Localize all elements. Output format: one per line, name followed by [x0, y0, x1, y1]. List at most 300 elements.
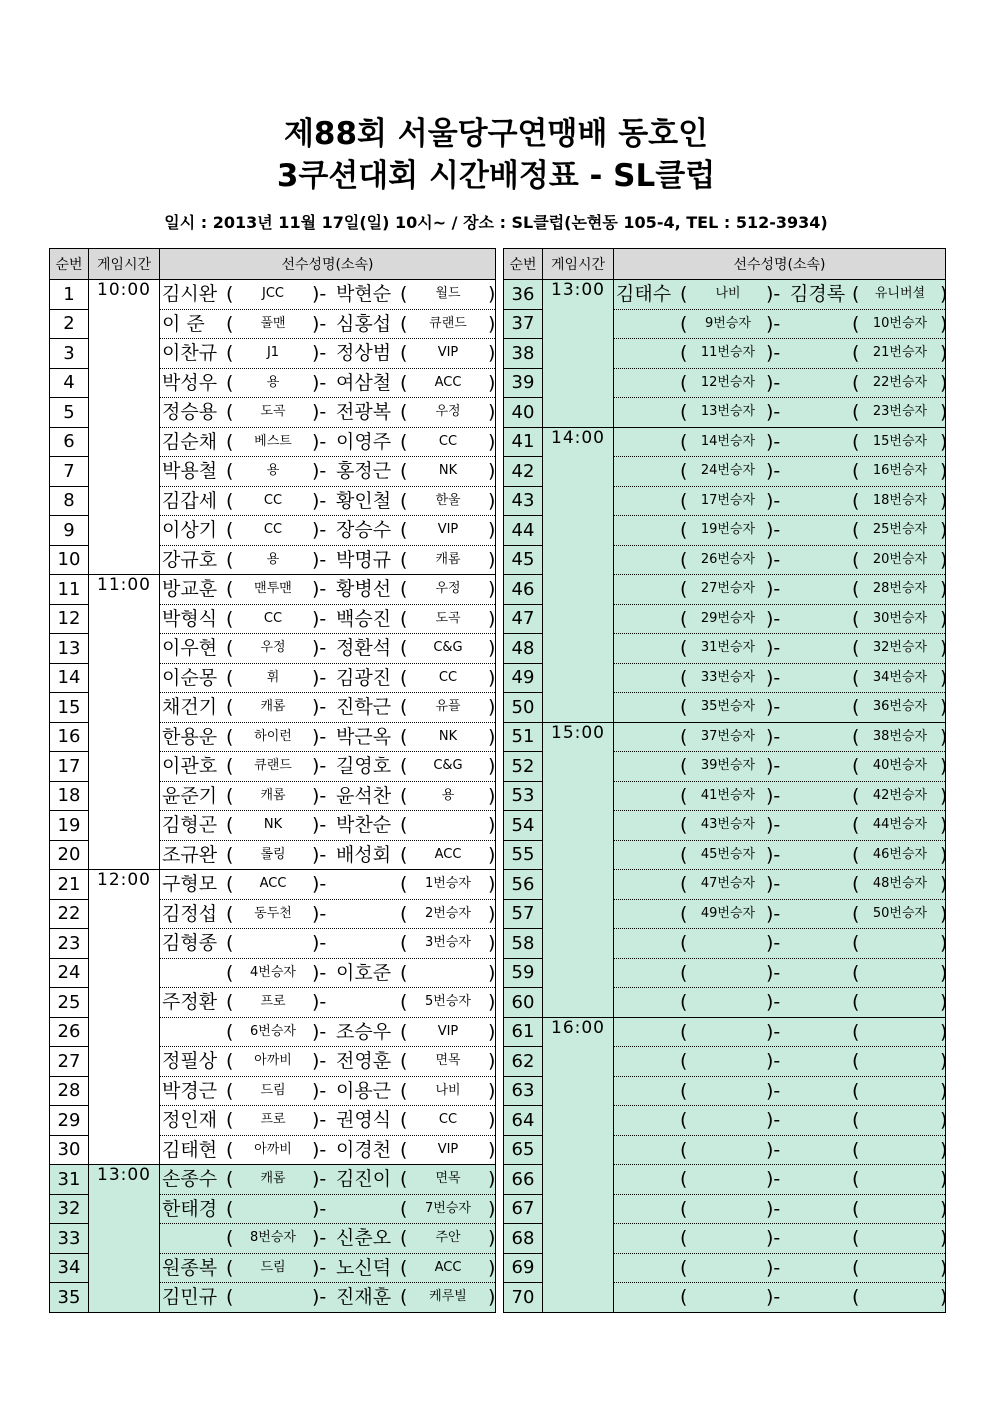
game-number: 12: [50, 604, 89, 634]
matchup: [614, 1194, 946, 1224]
game-number: 23: [50, 929, 89, 959]
schedule-row: [50, 280, 496, 310]
matchup: [160, 427, 496, 457]
matchup: [614, 604, 946, 634]
paren-close-2: ): [940, 1020, 948, 1043]
paren-open-2: (: [852, 1286, 860, 1309]
matchup: [614, 457, 946, 487]
paren-close-dash: )-: [312, 312, 327, 335]
game-time: [89, 958, 160, 988]
player2-club: CC: [438, 669, 458, 685]
paren-open-1: (: [226, 1079, 234, 1102]
game-number: 30: [50, 1135, 89, 1165]
player1-club: 베스트: [254, 433, 292, 449]
player2-club: 10번승자: [872, 315, 928, 331]
game-time: [543, 545, 614, 575]
schedule-row: [50, 1135, 496, 1165]
paren-close-dash: )-: [312, 784, 327, 807]
paren-close-dash: )-: [766, 784, 781, 807]
matchup: [614, 722, 946, 752]
schedule-row: [50, 722, 496, 752]
paren-close-2: ): [940, 548, 948, 571]
player2-club: 42번승자: [872, 787, 928, 803]
player1-club: 나비: [715, 286, 741, 302]
schedule-row: [504, 840, 946, 870]
player1-name: 주정환: [162, 991, 218, 1014]
game-time: [89, 1047, 160, 1077]
paren-close-dash: )-: [766, 755, 781, 778]
schedule-row: [504, 781, 946, 811]
paren-open-1: (: [226, 873, 234, 896]
game-time: [543, 693, 614, 723]
game-number: 33: [50, 1224, 89, 1254]
game-time: [89, 752, 160, 782]
player2-club: 5번승자: [425, 994, 471, 1010]
matchup: [614, 840, 946, 870]
paren-open-1: (: [680, 342, 688, 365]
game-number: 21: [50, 870, 89, 900]
paren-close-2: ): [488, 902, 496, 925]
paren-open-2: (: [852, 637, 860, 660]
player1-club: 13번승자: [700, 404, 756, 420]
header-no: 순번: [504, 249, 543, 280]
game-number: 54: [504, 811, 543, 841]
paren-close-2: ): [488, 932, 496, 955]
player2-name: 박근옥: [336, 725, 392, 748]
matchup: [160, 870, 496, 900]
paren-close-2: ): [488, 873, 496, 896]
paren-close-2: ): [488, 1227, 496, 1250]
player2-club: CC: [438, 433, 458, 449]
matchup: [160, 1135, 496, 1165]
paren-open-1: (: [680, 991, 688, 1014]
player2-name: 김경록: [790, 283, 846, 306]
player1-name: 손종수: [162, 1168, 218, 1191]
paren-close-dash: )-: [766, 932, 781, 955]
paren-open-2: (: [400, 1227, 408, 1250]
game-time: [543, 929, 614, 959]
game-time: [543, 663, 614, 693]
player1-club: 하이런: [254, 728, 292, 744]
player1-club: CC: [263, 522, 283, 538]
game-number: 63: [504, 1076, 543, 1106]
player1-name: 김형곤: [162, 814, 218, 837]
paren-close-2: ): [940, 1138, 948, 1161]
player2-name: 백승진: [336, 607, 392, 630]
player2-club: CC: [438, 1112, 458, 1128]
game-time: [89, 1253, 160, 1283]
game-number: 38: [504, 339, 543, 369]
paren-open-1: (: [226, 1050, 234, 1073]
paren-close-2: ): [940, 755, 948, 778]
game-time: [543, 575, 614, 605]
paren-close-dash: )-: [312, 1020, 327, 1043]
paren-open-2: (: [852, 342, 860, 365]
player2-club: VIP: [437, 1141, 459, 1157]
player2-club: 월드: [435, 286, 461, 302]
schedule-row: [504, 427, 946, 457]
paren-close-2: ): [940, 696, 948, 719]
schedule-row: [50, 368, 496, 398]
player2-club: 50번승자: [872, 905, 928, 921]
player2-club: 큐랜드: [429, 315, 467, 331]
player2-club: 도곡: [435, 610, 461, 626]
paren-open-1: (: [680, 755, 688, 778]
player1-name: 정필상: [162, 1050, 218, 1073]
player2-club: 한울: [435, 492, 461, 508]
paren-close-2: ): [488, 548, 496, 571]
schedule-row: [50, 663, 496, 693]
paren-close-2: ): [940, 932, 948, 955]
game-number: 19: [50, 811, 89, 841]
paren-open-2: (: [400, 578, 408, 601]
player1-club: 39번승자: [700, 758, 756, 774]
player1-club: 우정: [260, 640, 286, 656]
paren-close-dash: )-: [312, 1286, 327, 1309]
paren-open-1: (: [226, 1197, 234, 1220]
paren-close-dash: )-: [766, 401, 781, 424]
paren-open-1: (: [226, 1286, 234, 1309]
paren-close-2: ): [940, 1168, 948, 1191]
paren-close-2: ): [940, 1109, 948, 1132]
game-time: [89, 339, 160, 369]
paren-close-2: ): [488, 814, 496, 837]
player1-club: 31번승자: [700, 640, 756, 656]
paren-open-2: (: [852, 430, 860, 453]
player2-name: 길영호: [336, 755, 392, 778]
player2-club: NK: [438, 728, 458, 744]
schedule-row: [504, 1283, 946, 1313]
game-number: 3: [50, 339, 89, 369]
paren-open-2: (: [852, 371, 860, 394]
player1-club: 27번승자: [700, 581, 756, 597]
game-time: [543, 1076, 614, 1106]
player2-club: 용: [441, 787, 455, 803]
schedule-row: [50, 1017, 496, 1047]
paren-open-1: (: [680, 1079, 688, 1102]
paren-open-1: (: [680, 401, 688, 424]
player1-name: 이관호: [162, 755, 218, 778]
matchup: [614, 958, 946, 988]
player1-name: 이우현: [162, 637, 218, 660]
paren-close-dash: )-: [312, 637, 327, 660]
paren-close-2: ): [488, 371, 496, 394]
matchup: [614, 575, 946, 605]
paren-open-1: (: [226, 548, 234, 571]
paren-close-dash: )-: [766, 1168, 781, 1191]
paren-close-dash: )-: [766, 1079, 781, 1102]
paren-open-1: (: [226, 430, 234, 453]
player1-name: 조규완: [162, 843, 218, 866]
paren-open-1: (: [680, 1050, 688, 1073]
game-time: [89, 457, 160, 487]
paren-open-2: (: [400, 401, 408, 424]
game-time: [543, 486, 614, 516]
paren-close-dash: )-: [312, 991, 327, 1014]
game-time: [543, 1106, 614, 1136]
paren-open-2: (: [400, 1256, 408, 1279]
paren-close-2: ): [488, 696, 496, 719]
paren-open-2: (: [852, 519, 860, 542]
game-time: [89, 427, 160, 457]
player2-name: 전영훈: [336, 1050, 392, 1073]
schedule-row: [504, 339, 946, 369]
player2-club: 18번승자: [872, 492, 928, 508]
game-number: 51: [504, 722, 543, 752]
paren-open-1: (: [226, 755, 234, 778]
player2-name: 박찬순: [336, 814, 392, 837]
paren-close-2: ): [488, 1138, 496, 1161]
player1-name: 박형식: [162, 607, 218, 630]
game-number: 15: [50, 693, 89, 723]
paren-open-2: (: [400, 607, 408, 630]
player1-club: 14번승자: [700, 433, 756, 449]
paren-open-1: (: [680, 1256, 688, 1279]
player1-name: 윤준기: [162, 784, 218, 807]
player2-club: 유니버셜: [874, 286, 926, 302]
schedule-row: [504, 958, 946, 988]
matchup: [614, 1076, 946, 1106]
paren-open-2: (: [400, 696, 408, 719]
schedule-row: [504, 516, 946, 546]
game-number: 18: [50, 781, 89, 811]
paren-open-1: (: [226, 843, 234, 866]
paren-close-dash: )-: [766, 519, 781, 542]
game-number: 61: [504, 1017, 543, 1047]
page-title-line1: 제88회 서울당구연맹배 동호인: [283, 116, 709, 152]
game-number: 27: [50, 1047, 89, 1077]
player2-club: NK: [438, 463, 458, 479]
paren-open-1: (: [226, 578, 234, 601]
paren-open-2: (: [852, 666, 860, 689]
paren-close-2: ): [488, 460, 496, 483]
paren-close-2: ): [940, 961, 948, 984]
paren-close-dash: )-: [766, 1020, 781, 1043]
paren-open-2: (: [400, 902, 408, 925]
header-players: 선수성명(소속): [160, 249, 496, 280]
paren-close-dash: )-: [312, 430, 327, 453]
paren-open-1: (: [226, 696, 234, 719]
schedule-row: [504, 899, 946, 929]
game-number: 31: [50, 1165, 89, 1195]
game-time: 11:00: [89, 575, 160, 605]
paren-close-2: ): [940, 460, 948, 483]
paren-open-2: (: [400, 1079, 408, 1102]
player1-name: 김정섭: [162, 902, 218, 925]
matchup: [160, 368, 496, 398]
player1-club: 24번승자: [700, 463, 756, 479]
player1-club: 35번승자: [700, 699, 756, 715]
game-number: 70: [504, 1283, 543, 1313]
matchup: [160, 693, 496, 723]
player2-club: ACC: [434, 846, 462, 862]
game-time: [543, 634, 614, 664]
game-time: [543, 752, 614, 782]
event-info: 일시 : 2013년 11월 17일(일) 10시~ / 장소 : SL클럽(논현동 105-4, TEL : 512-3934): [164, 213, 828, 232]
matchup: [614, 693, 946, 723]
paren-close-2: ): [940, 371, 948, 394]
paren-close-dash: )-: [312, 932, 327, 955]
paren-open-2: (: [400, 991, 408, 1014]
game-time: [89, 1194, 160, 1224]
game-number: 52: [504, 752, 543, 782]
paren-close-dash: )-: [312, 578, 327, 601]
player2-club: 2번승자: [425, 905, 471, 921]
paren-close-dash: )-: [312, 843, 327, 866]
player1-club: 8번승자: [250, 1230, 296, 1246]
paren-open-2: (: [400, 932, 408, 955]
paren-close-2: ): [488, 1050, 496, 1073]
player1-club: 용: [266, 374, 280, 390]
schedule-row: [504, 1224, 946, 1254]
player1-name: 이상기: [162, 519, 218, 542]
paren-close-2: ): [940, 607, 948, 630]
game-number: 17: [50, 752, 89, 782]
matchup: [160, 1194, 496, 1224]
matchup: [160, 929, 496, 959]
paren-open-2: (: [852, 696, 860, 719]
paren-open-2: (: [400, 1138, 408, 1161]
matchup: [160, 486, 496, 516]
paren-open-1: (: [680, 902, 688, 925]
paren-close-dash: )-: [312, 1079, 327, 1102]
matchup: [614, 663, 946, 693]
game-number: 39: [504, 368, 543, 398]
player2-name: 이경천: [336, 1138, 392, 1161]
matchup: [614, 1135, 946, 1165]
paren-open-1: (: [680, 519, 688, 542]
paren-open-2: (: [400, 548, 408, 571]
player1-club: 26번승자: [700, 551, 756, 567]
player2-club: 우정: [435, 404, 461, 420]
paren-open-2: (: [852, 460, 860, 483]
header-time: 게임시간: [543, 249, 614, 280]
paren-close-2: ): [488, 283, 496, 306]
player2-name: 여삼철: [336, 371, 392, 394]
paren-open-2: (: [852, 961, 860, 984]
player1-club: 43번승자: [700, 817, 756, 833]
player2-club: 캐롬: [435, 551, 461, 567]
matchup: [614, 899, 946, 929]
game-time: [89, 1106, 160, 1136]
player1-club: 프로: [260, 1112, 286, 1128]
paren-close-2: ): [488, 637, 496, 660]
paren-close-2: ): [488, 1197, 496, 1220]
matchup: [614, 280, 946, 310]
matchup: [160, 722, 496, 752]
game-time: [543, 604, 614, 634]
schedule-row: [504, 1165, 946, 1195]
player1-club: 용: [266, 551, 280, 567]
player2-club: 34번승자: [872, 669, 928, 685]
game-time: 15:00: [543, 722, 614, 752]
paren-close-2: ): [940, 342, 948, 365]
paren-close-2: ): [488, 519, 496, 542]
player1-club: 12번승자: [700, 374, 756, 390]
matchup: [160, 634, 496, 664]
game-number: 47: [504, 604, 543, 634]
paren-close-dash: )-: [312, 1197, 327, 1220]
paren-open-1: (: [680, 578, 688, 601]
paren-open-2: (: [852, 1138, 860, 1161]
player1-club: 드림: [260, 1259, 286, 1275]
paren-open-2: (: [852, 401, 860, 424]
paren-close-2: ): [488, 784, 496, 807]
paren-open-2: (: [400, 666, 408, 689]
player2-name: 권영식: [336, 1109, 392, 1132]
matchup: [160, 840, 496, 870]
game-number: 53: [504, 781, 543, 811]
paren-open-1: (: [680, 489, 688, 512]
game-time: [89, 309, 160, 339]
paren-open-2: (: [852, 548, 860, 571]
game-number: 57: [504, 899, 543, 929]
header-time: 게임시간: [89, 249, 160, 280]
game-number: 55: [504, 840, 543, 870]
paren-open-2: (: [852, 1197, 860, 1220]
paren-close-dash: )-: [766, 696, 781, 719]
matchup: [160, 280, 496, 310]
paren-close-dash: )-: [766, 283, 781, 306]
paren-close-2: ): [940, 991, 948, 1014]
player2-club: 23번승자: [872, 404, 928, 420]
schedule-row: [50, 309, 496, 339]
game-number: 62: [504, 1047, 543, 1077]
schedule-row: [504, 575, 946, 605]
game-time: [89, 899, 160, 929]
game-number: 46: [504, 575, 543, 605]
player2-name: 윤석찬: [336, 784, 392, 807]
schedule-row: [50, 1194, 496, 1224]
player2-name: 홍정근: [336, 460, 392, 483]
paren-close-2: ): [940, 725, 948, 748]
paren-close-dash: )-: [766, 666, 781, 689]
game-number: 34: [50, 1253, 89, 1283]
paren-open-1: (: [680, 637, 688, 660]
game-number: 43: [504, 486, 543, 516]
game-time: [543, 309, 614, 339]
paren-open-2: (: [852, 814, 860, 837]
player1-name: 구형모: [162, 873, 218, 896]
paren-close-dash: )-: [766, 1197, 781, 1220]
schedule-row: [50, 1283, 496, 1313]
paren-open-2: (: [400, 430, 408, 453]
paren-open-1: (: [226, 961, 234, 984]
game-time: [89, 781, 160, 811]
game-time: [89, 1076, 160, 1106]
paren-close-dash: )-: [312, 873, 327, 896]
matchup: [614, 634, 946, 664]
player1-name: 한태경: [162, 1197, 218, 1220]
schedule-row: [504, 752, 946, 782]
paren-open-2: (: [400, 637, 408, 660]
paren-open-1: (: [226, 401, 234, 424]
game-number: 8: [50, 486, 89, 516]
player2-name: 박명규: [336, 548, 392, 571]
paren-open-1: (: [680, 784, 688, 807]
game-number: 56: [504, 870, 543, 900]
game-time: [89, 722, 160, 752]
player1-name: 김갑세: [162, 489, 218, 512]
player1-name: 강규호: [162, 548, 218, 571]
paren-close-2: ): [488, 1286, 496, 1309]
paren-close-dash: )-: [312, 696, 327, 719]
player2-name: 황인철: [336, 489, 392, 512]
matchup: [160, 958, 496, 988]
schedule-row: [504, 486, 946, 516]
paren-close-2: ): [940, 1286, 948, 1309]
player1-club: 9번승자: [705, 315, 751, 331]
